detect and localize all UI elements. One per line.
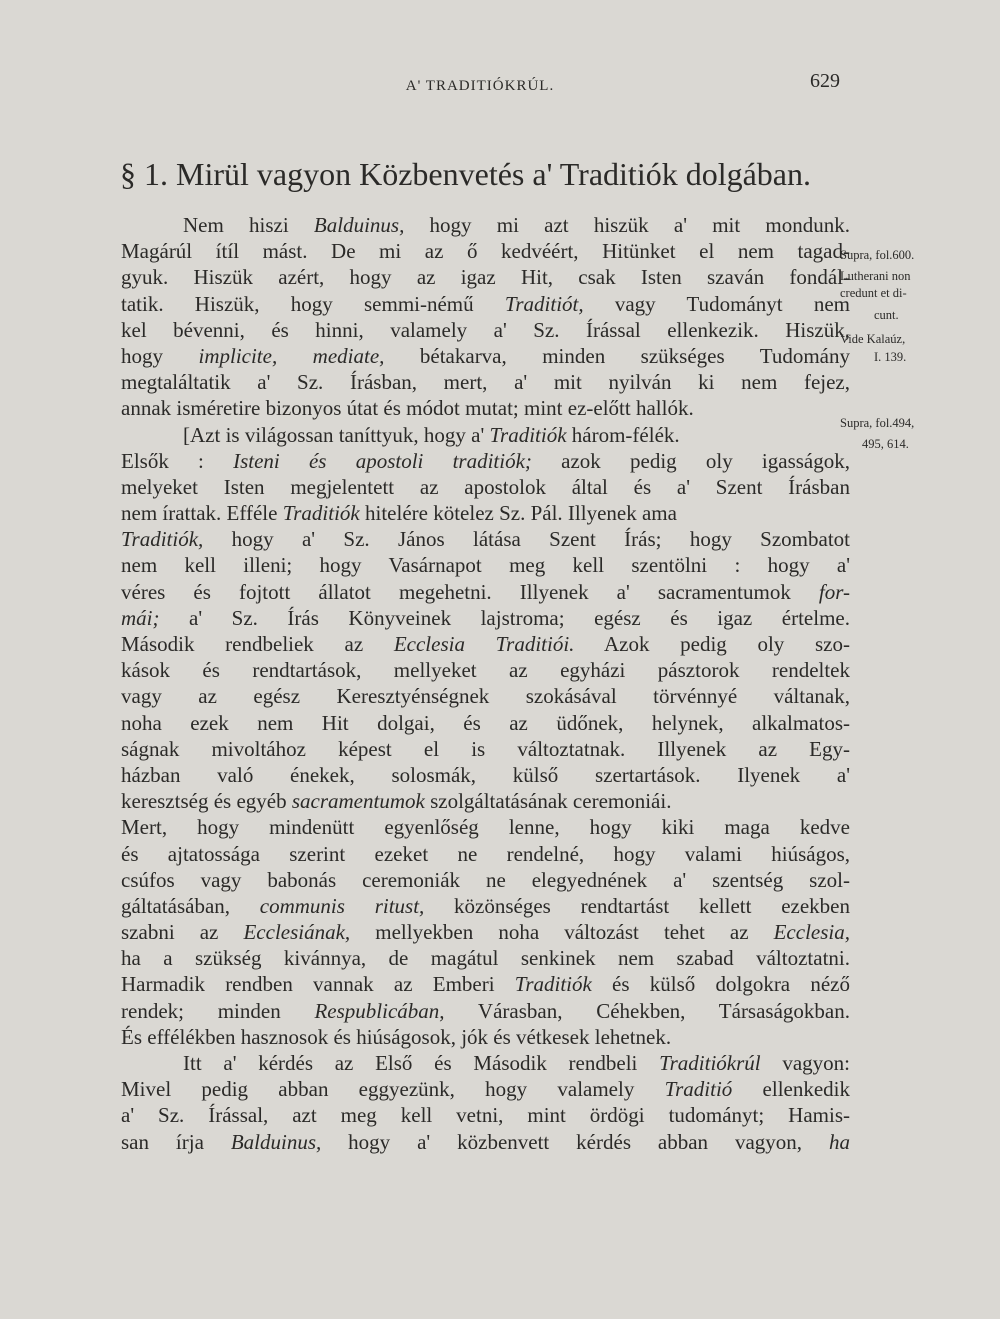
text-line: tatik. Hiszük, hogy semmi-némű Traditiót, vagy Tudományt nem (121, 291, 850, 316)
text-line: nem kell illeni; hogy Vasárnapot meg kell szentölni : hogy a' (121, 553, 850, 578)
text-line: ságnak mivoltához képest el is változtatnak. Illyenek az Egy- (121, 736, 850, 761)
text-line: és ajtatossága szerint ezeket ne rendelné, hogy valami hiúságos, (121, 841, 850, 866)
margin-note: I. 139. (874, 350, 907, 364)
text-line: Traditiók, hogy a' Sz. János látása Szent Írás; hogy Szombatot (121, 527, 850, 552)
text-line: Nem hiszi Balduinus, hogy mi azt hiszük a' mit mondunk. (183, 213, 851, 237)
text-line: csúfos vagy babonás ceremoniák ne elegyednének a' szentség szol- (121, 867, 850, 892)
section-title: § 1. Mirül vagyon Közbenvetés a' Traditiók dolgában. (120, 156, 811, 192)
text-line: gáltatásában, communis ritust, közönséges rendtartást kellett ezekben (121, 893, 850, 918)
margin-note: cunt. (874, 308, 899, 322)
text-line: ha a szükség kivánnya, de magátul senkinek nem szabad változtatni. (121, 946, 850, 971)
text-line: házban való énekek, solosmák, külső szertartások. Ilyenek a' (121, 762, 850, 787)
text-line: Magárúl ítíl mást. De mi az ő kedvéért, Hitünket el nem tagad- (121, 239, 850, 264)
text-line: a' Sz. Írással, azt meg kell vetni, mint ördögi tudományt; Hamis- (121, 1103, 850, 1128)
text-line: [Azt is világossan taníttyuk, hogy a' Traditiók három-félék. (183, 422, 680, 447)
text-line: noha ezek nem Hit dolgai, és az üdőnek, helynek, alkalmatos- (121, 710, 850, 735)
text-line: gyuk. Hiszük azért, hogy az igaz Hit, csak Isten szaván fondál- (121, 265, 850, 290)
text-line: kel bévenni, és hinni, valamely a' Sz. Írással ellenkezik. Hiszük, (121, 317, 850, 342)
text-line: véres és fojtott állatot megehetni. Illyenek a' sacramentumok for- (121, 579, 850, 604)
margin-note: Vide Kalaúz, (840, 332, 906, 346)
text-line: szabni az Ecclesiának, mellyekben noha változást tehet az Ecclesia, (121, 920, 850, 945)
text-line: kások és rendtartások, mellyeket az egyházi pásztorok rendeltek (121, 658, 850, 683)
text-line: Itt a' kérdés az Első és Második rendbeli Traditiókrúl vagyon: (183, 1051, 850, 1075)
body-text (121, 212, 850, 1155)
text-line: san írja Balduinus, hogy a' közbenvett kérdés abban vagyon, ha (121, 1129, 850, 1154)
text-line: hogy implicite, mediate, bétakarva, minden szükséges Tudomány (121, 343, 851, 368)
text-line: melyeket Isten megjelentett az apostolok által és a' Szent Írásban (121, 474, 850, 499)
margin-note: credunt et di- (840, 286, 907, 300)
text-line: Második rendbeliek az Ecclesia Traditiói. Azok pedig oly szo- (121, 632, 850, 656)
text-line: Elsők : Isteni és apostoli traditiók; azok pedig oly igasságok, (121, 448, 850, 473)
text-line: nem írattak. Efféle Traditiók hitelére kötelez Sz. Pál. Illyenek ama (121, 501, 677, 526)
margin-note: Supra, fol.494, (840, 416, 915, 430)
text-line: És effélékben hasznosok és hiúságosok, jók és vétkesek lehetnek. (121, 1024, 672, 1049)
running-title: A' TRADITIÓKRÚL. (405, 78, 555, 94)
text-line: rendek; minden Respublicában, Várasban, Céhekben, Társaságokban. (121, 998, 850, 1023)
text-line: Mert, hogy mindenütt egyenlőség lenne, hogy kiki maga kedve (121, 815, 850, 840)
text-line: megtaláltatik a' Sz. Írásban, mert, a' mit nyilván ki nem fejez, (121, 370, 850, 395)
margin-note: Supra, fol.600. (840, 248, 915, 262)
text-line: vagy az egész Keresztyénségnek szokásával törvénnyé váltanak, (121, 684, 850, 709)
text-line: keresztség és egyéb sacramentumok szolgáltatásának ceremoniái. (121, 789, 672, 814)
page-number: 629 (810, 70, 840, 92)
margin-note: 495, 614. (862, 437, 909, 451)
margin-note: Lutherani non (840, 269, 911, 283)
text-line: Mivel pedig abban eggyezünk, hogy valamely Traditió ellenkedik (121, 1077, 851, 1102)
text-line: Harmadik rendben vannak az Emberi Traditiók és külső dolgokra néző (121, 972, 850, 997)
text-line: annak isméretire bizonyos útat és módot mutat; mint ez-előtt hallók. (121, 396, 694, 421)
text-line: mái; a' Sz. Írás Könyveinek lajstroma; egész és igaz értelme. (121, 605, 850, 630)
